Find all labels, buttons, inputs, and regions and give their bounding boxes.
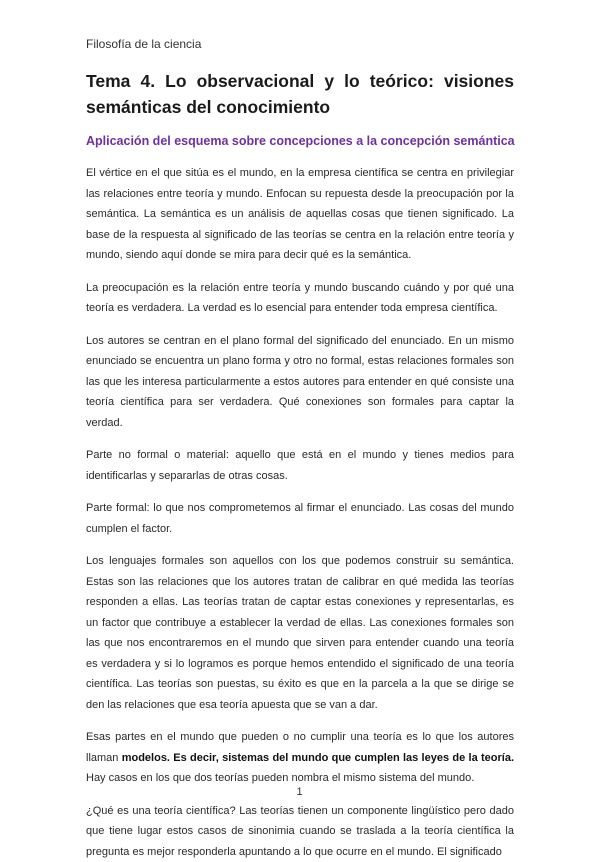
paragraph: Parte formal: lo que nos comprometemos al firmar el enunciado. Las cosas del mundo cumplen el factor. <box>86 498 514 539</box>
paragraph-models <box>86 727 514 789</box>
paragraph: El vértice en el que sitúa es el mundo, en la empresa científica se centra en privilegiar las relaciones entre teoría y mundo. Enfocan su repuesta desde la preocupación por la semántica. La semántica es un análisis de aquellas cosas que tienen significado. La base de la respuesta al significado de las teorías se centra en la relación entre teoría y mundo, siendo aquí donde se mira para decir qué es la semántica. <box>86 163 514 266</box>
models-definition-bold: modelos. Es decir, sistemas del mundo que cumplen las leyes de la teoría. <box>122 752 514 764</box>
paragraph: ¿Qué es una teoría científica? Las teorías tienen un componente lingüístico pero dado que tiene lugar estos casos de sinonimia cuando se traslada a la teoría científica la pregunta es mejor responderla apuntando a lo que ocurre en el mundo. El significado <box>86 801 514 862</box>
paragraph: La preocupación es la relación entre teoría y mundo buscando cuándo y por qué una teoría es verdadera. La verdad es lo esencial para entender toda empresa científica. <box>86 278 514 319</box>
body-text <box>86 163 514 862</box>
paragraph-text: Esas partes en el mundo que pueden o no cumplir una teoría es lo que los autores llaman <box>86 731 514 764</box>
paragraph: Parte no formal o material: aquello que está en el mundo y tienes medios para identificarlas y separarlas de otras cosas. <box>86 445 514 486</box>
page-number: 1 <box>0 786 599 798</box>
paragraph: Los lenguajes formales son aquellos con los que podemos construir su semántica. Estas son las relaciones que los autores tratan de calibrar en qué medida las teorías responden a ellas. Las teorías tratan de captar estas conexiones y representarlas, es un factor que contribuye a establecer la verdad de ellas. Las conexiones formales son las que nos encontraremos en el mundo que sirven para entender cuando una teoría es verdadera y si lo logramos es porque hemos entendido el significado de una teoría científica. Las teorías son puestas, su éxito es que en la parcela a la que se dirige se den las relaciones que esa teoría apuesta que se van a dar. <box>86 551 514 715</box>
running-header: Filosofía de la ciencia <box>86 37 201 51</box>
paragraph: Los autores se centran en el plano formal del significado del enunciado. En un mismo enunciado se encuentra un plano forma y otro no formal, estas relaciones formales son las que les interesa particularmente a estos autores para entender en qué consiste una teoría científica para ser verdadera. Qué conexiones son formales para captar la verdad. <box>86 331 514 434</box>
paragraph-text: Hay casos en los que dos teorías pueden nombra el mismo sistema del mundo. <box>86 772 474 784</box>
section-subtitle: Aplicación del esquema sobre concepciones a la concepción semántica <box>86 134 526 148</box>
document-title: Tema 4. Lo observacional y lo teórico: visiones semánticas del conocimiento <box>86 68 514 120</box>
